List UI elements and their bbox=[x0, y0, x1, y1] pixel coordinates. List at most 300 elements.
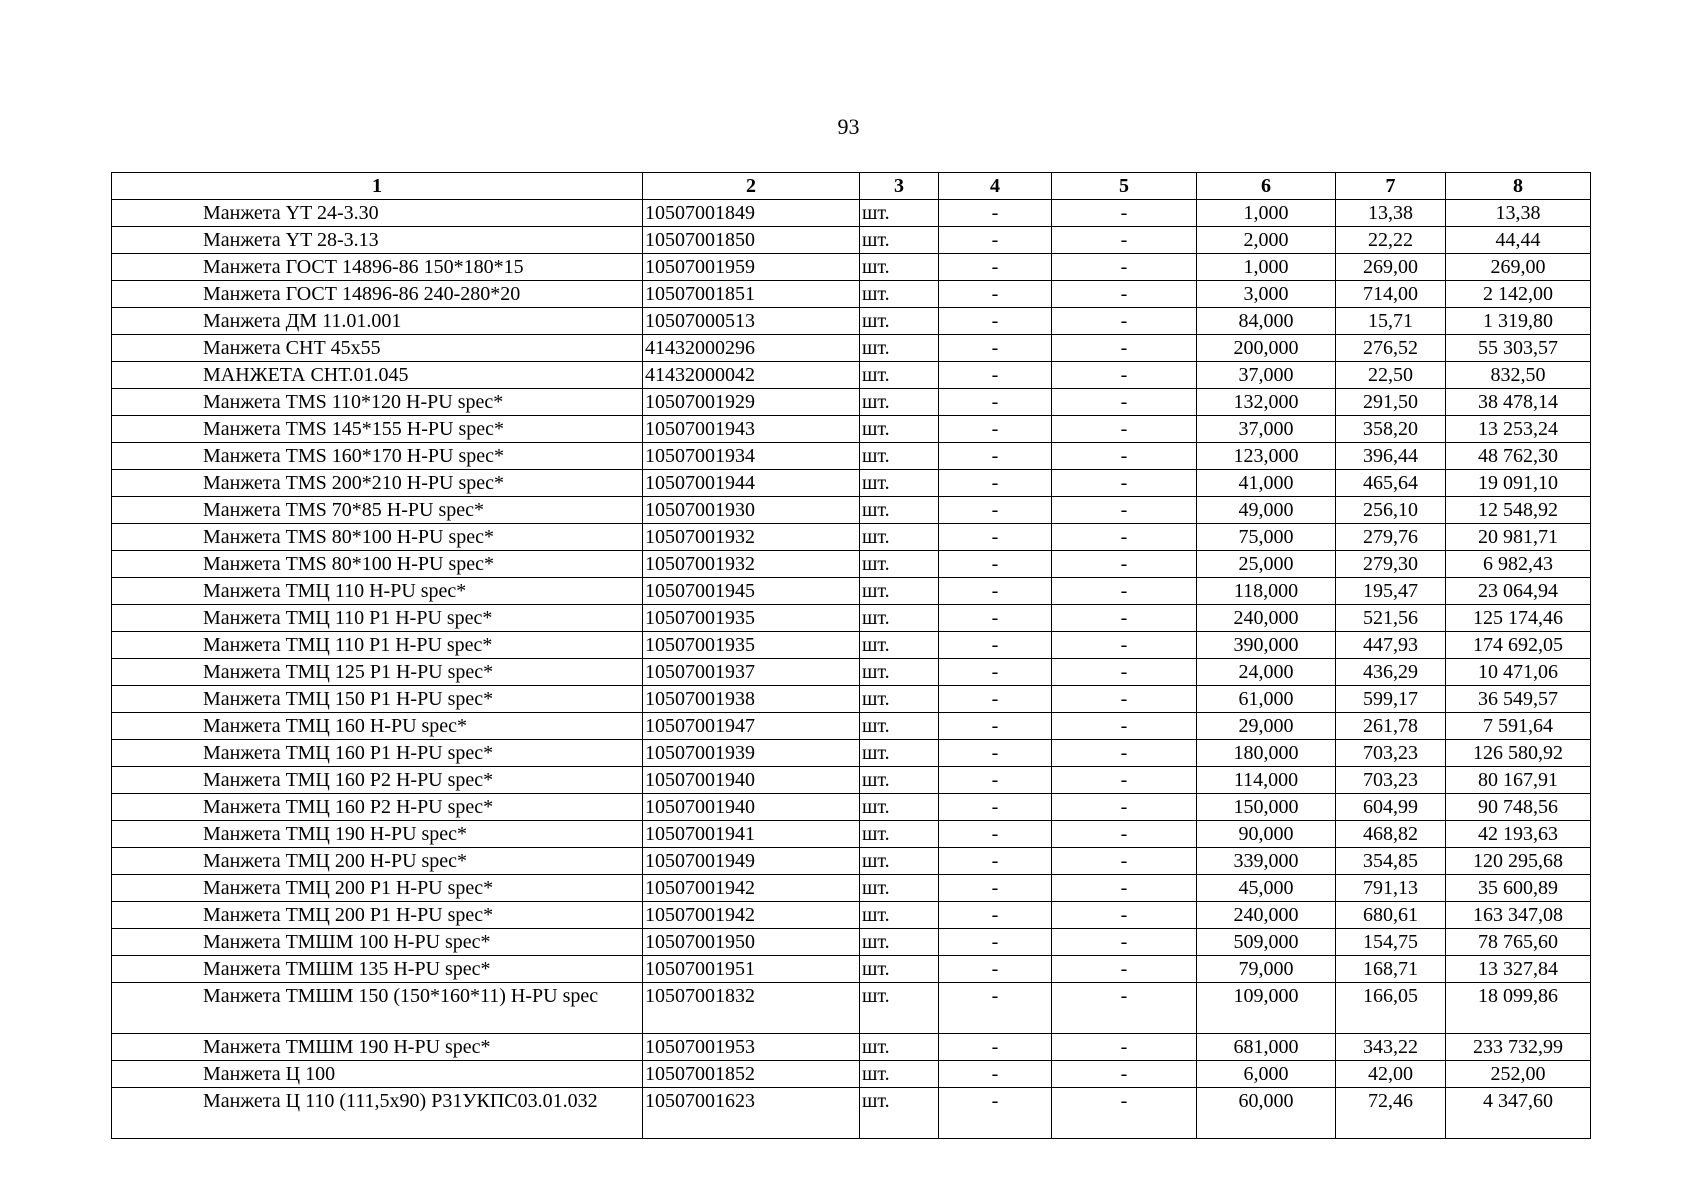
col-sum-cell: 19 091,10 bbox=[1446, 470, 1591, 497]
col-name-cell: Манжета TMS 80*100 H-PU spec* bbox=[112, 551, 643, 578]
col-5-cell: - bbox=[1052, 929, 1197, 956]
col-sum-cell: 23 064,94 bbox=[1446, 578, 1591, 605]
col-unit-cell: шт. bbox=[860, 443, 939, 470]
col-price-cell: 521,56 bbox=[1336, 605, 1446, 632]
col-quantity-cell: 29,000 bbox=[1197, 713, 1336, 740]
table-row bbox=[112, 335, 1591, 362]
table-row bbox=[112, 200, 1591, 227]
column-header-2: 2 bbox=[643, 173, 860, 200]
col-code-cell: 10507001945 bbox=[643, 578, 860, 605]
table-row bbox=[112, 281, 1591, 308]
col-name-cell: Манжета TMS 80*100 H-PU spec* bbox=[112, 524, 643, 551]
table-row bbox=[112, 389, 1591, 416]
col-price-cell: 703,23 bbox=[1336, 767, 1446, 794]
col-sum-cell: 120 295,68 bbox=[1446, 848, 1591, 875]
col-price-cell: 343,22 bbox=[1336, 1034, 1446, 1061]
col-5-cell: - bbox=[1052, 389, 1197, 416]
col-5-cell: - bbox=[1052, 416, 1197, 443]
table-row bbox=[112, 497, 1591, 524]
col-quantity-cell: 90,000 bbox=[1197, 821, 1336, 848]
col-quantity-cell: 61,000 bbox=[1197, 686, 1336, 713]
table-row bbox=[112, 740, 1591, 767]
col-5-cell: - bbox=[1052, 362, 1197, 389]
table-row bbox=[112, 362, 1591, 389]
col-sum-cell: 90 748,56 bbox=[1446, 794, 1591, 821]
col-quantity-cell: 37,000 bbox=[1197, 362, 1336, 389]
col-4-cell: - bbox=[939, 389, 1052, 416]
col-price-cell: 791,13 bbox=[1336, 875, 1446, 902]
col-4-cell: - bbox=[939, 470, 1052, 497]
col-4-cell: - bbox=[939, 578, 1052, 605]
col-name-cell: Манжета ТМЦ 150 Р1 H-PU spec* bbox=[112, 686, 643, 713]
col-price-cell: 154,75 bbox=[1336, 929, 1446, 956]
col-name-cell: Манжета ТМШМ 100 H-PU spec* bbox=[112, 929, 643, 956]
col-code-cell: 10507001938 bbox=[643, 686, 860, 713]
col-quantity-cell: 339,000 bbox=[1197, 848, 1336, 875]
col-4-cell: - bbox=[939, 308, 1052, 335]
col-quantity-cell: 132,000 bbox=[1197, 389, 1336, 416]
col-name-cell: Манжета СНТ 45х55 bbox=[112, 335, 643, 362]
table-row bbox=[112, 659, 1591, 686]
col-quantity-cell: 25,000 bbox=[1197, 551, 1336, 578]
col-4-cell: - bbox=[939, 497, 1052, 524]
col-quantity-cell: 240,000 bbox=[1197, 902, 1336, 929]
col-code-cell: 41432000296 bbox=[643, 335, 860, 362]
col-code-cell: 10507001623 bbox=[643, 1088, 860, 1139]
col-sum-cell: 55 303,57 bbox=[1446, 335, 1591, 362]
col-4-cell: - bbox=[939, 200, 1052, 227]
col-5-cell: - bbox=[1052, 821, 1197, 848]
col-unit-cell: шт. bbox=[860, 848, 939, 875]
col-quantity-cell: 150,000 bbox=[1197, 794, 1336, 821]
col-5-cell: - bbox=[1052, 578, 1197, 605]
col-unit-cell: шт. bbox=[860, 875, 939, 902]
col-price-cell: 279,76 bbox=[1336, 524, 1446, 551]
col-price-cell: 42,00 bbox=[1336, 1061, 1446, 1088]
col-code-cell: 10507001932 bbox=[643, 524, 860, 551]
col-code-cell: 10507001832 bbox=[643, 983, 860, 1034]
col-4-cell: - bbox=[939, 929, 1052, 956]
col-sum-cell: 12 548,92 bbox=[1446, 497, 1591, 524]
col-code-cell: 10507001947 bbox=[643, 713, 860, 740]
col-sum-cell: 38 478,14 bbox=[1446, 389, 1591, 416]
col-name-cell: Манжета TMS 200*210 H-PU spec* bbox=[112, 470, 643, 497]
column-header-6: 6 bbox=[1197, 173, 1336, 200]
col-name-cell: Манжета ТМШМ 190 H-PU spec* bbox=[112, 1034, 643, 1061]
col-quantity-cell: 41,000 bbox=[1197, 470, 1336, 497]
col-price-cell: 599,17 bbox=[1336, 686, 1446, 713]
col-5-cell: - bbox=[1052, 254, 1197, 281]
col-code-cell: 10507001929 bbox=[643, 389, 860, 416]
col-sum-cell: 126 580,92 bbox=[1446, 740, 1591, 767]
col-code-cell: 10507001852 bbox=[643, 1061, 860, 1088]
col-code-cell: 10507000513 bbox=[643, 308, 860, 335]
col-name-cell: Манжета ТМЦ 200 Р1 H-PU spec* bbox=[112, 902, 643, 929]
col-name-cell: Манжета Ц 100 bbox=[112, 1061, 643, 1088]
col-code-cell: 10507001940 bbox=[643, 767, 860, 794]
table-header-row bbox=[112, 173, 1591, 200]
col-price-cell: 604,99 bbox=[1336, 794, 1446, 821]
col-5-cell: - bbox=[1052, 227, 1197, 254]
col-unit-cell: шт. bbox=[860, 686, 939, 713]
table-row bbox=[112, 524, 1591, 551]
col-5-cell: - bbox=[1052, 1034, 1197, 1061]
col-price-cell: 447,93 bbox=[1336, 632, 1446, 659]
col-unit-cell: шт. bbox=[860, 632, 939, 659]
col-name-cell: Манжета YT 24-3.30 bbox=[112, 200, 643, 227]
col-unit-cell: шт. bbox=[860, 983, 939, 1034]
col-code-cell: 10507001949 bbox=[643, 848, 860, 875]
col-quantity-cell: 240,000 bbox=[1197, 605, 1336, 632]
col-price-cell: 276,52 bbox=[1336, 335, 1446, 362]
table-row bbox=[112, 902, 1591, 929]
col-4-cell: - bbox=[939, 767, 1052, 794]
col-5-cell: - bbox=[1052, 686, 1197, 713]
data-table bbox=[111, 172, 1591, 1139]
col-code-cell: 10507001950 bbox=[643, 929, 860, 956]
col-sum-cell: 18 099,86 bbox=[1446, 983, 1591, 1034]
col-quantity-cell: 118,000 bbox=[1197, 578, 1336, 605]
col-unit-cell: шт. bbox=[860, 227, 939, 254]
col-unit-cell: шт. bbox=[860, 740, 939, 767]
col-sum-cell: 269,00 bbox=[1446, 254, 1591, 281]
col-code-cell: 10507001849 bbox=[643, 200, 860, 227]
col-unit-cell: шт. bbox=[860, 713, 939, 740]
column-header-3: 3 bbox=[860, 173, 939, 200]
col-sum-cell: 233 732,99 bbox=[1446, 1034, 1591, 1061]
col-5-cell: - bbox=[1052, 902, 1197, 929]
col-sum-cell: 80 167,91 bbox=[1446, 767, 1591, 794]
col-price-cell: 269,00 bbox=[1336, 254, 1446, 281]
col-quantity-cell: 37,000 bbox=[1197, 416, 1336, 443]
col-5-cell: - bbox=[1052, 1088, 1197, 1139]
col-quantity-cell: 123,000 bbox=[1197, 443, 1336, 470]
col-4-cell: - bbox=[939, 659, 1052, 686]
table-row bbox=[112, 848, 1591, 875]
col-quantity-cell: 1,000 bbox=[1197, 254, 1336, 281]
col-4-cell: - bbox=[939, 335, 1052, 362]
col-price-cell: 680,61 bbox=[1336, 902, 1446, 929]
col-price-cell: 72,46 bbox=[1336, 1088, 1446, 1139]
col-code-cell: 10507001932 bbox=[643, 551, 860, 578]
col-unit-cell: шт. bbox=[860, 254, 939, 281]
col-5-cell: - bbox=[1052, 632, 1197, 659]
col-price-cell: 22,22 bbox=[1336, 227, 1446, 254]
col-4-cell: - bbox=[939, 1088, 1052, 1139]
col-5-cell: - bbox=[1052, 848, 1197, 875]
col-4-cell: - bbox=[939, 524, 1052, 551]
col-price-cell: 291,50 bbox=[1336, 389, 1446, 416]
col-name-cell: Манжета ТМЦ 160 Р1 H-PU spec* bbox=[112, 740, 643, 767]
col-sum-cell: 13 253,24 bbox=[1446, 416, 1591, 443]
col-unit-cell: шт. bbox=[860, 929, 939, 956]
col-sum-cell: 7 591,64 bbox=[1446, 713, 1591, 740]
col-code-cell: 10507001942 bbox=[643, 875, 860, 902]
col-code-cell: 10507001934 bbox=[643, 443, 860, 470]
col-code-cell: 10507001939 bbox=[643, 740, 860, 767]
col-name-cell: Манжета Ц 110 (111,5х90) Р31УКПС03.01.032 bbox=[112, 1088, 643, 1139]
col-5-cell: - bbox=[1052, 713, 1197, 740]
col-unit-cell: шт. bbox=[860, 605, 939, 632]
col-sum-cell: 13,38 bbox=[1446, 200, 1591, 227]
col-sum-cell: 832,50 bbox=[1446, 362, 1591, 389]
col-quantity-cell: 60,000 bbox=[1197, 1088, 1336, 1139]
column-header-5: 5 bbox=[1052, 173, 1197, 200]
table-row bbox=[112, 821, 1591, 848]
col-sum-cell: 78 765,60 bbox=[1446, 929, 1591, 956]
col-4-cell: - bbox=[939, 443, 1052, 470]
col-code-cell: 10507001935 bbox=[643, 632, 860, 659]
col-name-cell: Манжета ТМЦ 160 Р2 H-PU spec* bbox=[112, 767, 643, 794]
col-5-cell: - bbox=[1052, 1061, 1197, 1088]
col-4-cell: - bbox=[939, 956, 1052, 983]
col-code-cell: 10507001941 bbox=[643, 821, 860, 848]
col-quantity-cell: 180,000 bbox=[1197, 740, 1336, 767]
col-name-cell: Манжета ТМЦ 160 H-PU spec* bbox=[112, 713, 643, 740]
col-unit-cell: шт. bbox=[860, 308, 939, 335]
col-unit-cell: шт. bbox=[860, 821, 939, 848]
col-4-cell: - bbox=[939, 686, 1052, 713]
table-row bbox=[112, 1061, 1591, 1088]
col-name-cell: Манжета ТМШМ 135 H-PU spec* bbox=[112, 956, 643, 983]
col-unit-cell: шт. bbox=[860, 497, 939, 524]
col-price-cell: 13,38 bbox=[1336, 200, 1446, 227]
table-row bbox=[112, 632, 1591, 659]
col-price-cell: 195,47 bbox=[1336, 578, 1446, 605]
col-4-cell: - bbox=[939, 875, 1052, 902]
table-row bbox=[112, 605, 1591, 632]
col-5-cell: - bbox=[1052, 443, 1197, 470]
col-quantity-cell: 49,000 bbox=[1197, 497, 1336, 524]
col-name-cell: Манжета TMS 160*170 H-PU spec* bbox=[112, 443, 643, 470]
table-row bbox=[112, 443, 1591, 470]
col-code-cell: 10507001944 bbox=[643, 470, 860, 497]
col-name-cell: Манжета ТМЦ 125 Р1 H-PU spec* bbox=[112, 659, 643, 686]
col-5-cell: - bbox=[1052, 281, 1197, 308]
table-row bbox=[112, 416, 1591, 443]
col-quantity-cell: 84,000 bbox=[1197, 308, 1336, 335]
col-sum-cell: 174 692,05 bbox=[1446, 632, 1591, 659]
col-unit-cell: шт. bbox=[860, 551, 939, 578]
col-unit-cell: шт. bbox=[860, 767, 939, 794]
col-sum-cell: 125 174,46 bbox=[1446, 605, 1591, 632]
col-unit-cell: шт. bbox=[860, 1061, 939, 1088]
col-4-cell: - bbox=[939, 281, 1052, 308]
col-unit-cell: шт. bbox=[860, 470, 939, 497]
column-header-4: 4 bbox=[939, 173, 1052, 200]
col-code-cell: 10507001959 bbox=[643, 254, 860, 281]
col-price-cell: 714,00 bbox=[1336, 281, 1446, 308]
col-code-cell: 10507001951 bbox=[643, 956, 860, 983]
col-4-cell: - bbox=[939, 632, 1052, 659]
table-row bbox=[112, 956, 1591, 983]
col-quantity-cell: 2,000 bbox=[1197, 227, 1336, 254]
col-price-cell: 703,23 bbox=[1336, 740, 1446, 767]
col-price-cell: 279,30 bbox=[1336, 551, 1446, 578]
col-price-cell: 465,64 bbox=[1336, 470, 1446, 497]
col-sum-cell: 10 471,06 bbox=[1446, 659, 1591, 686]
col-sum-cell: 36 549,57 bbox=[1446, 686, 1591, 713]
col-sum-cell: 6 982,43 bbox=[1446, 551, 1591, 578]
col-unit-cell: шт. bbox=[860, 902, 939, 929]
col-unit-cell: шт. bbox=[860, 416, 939, 443]
table-row bbox=[112, 254, 1591, 281]
col-sum-cell: 163 347,08 bbox=[1446, 902, 1591, 929]
col-price-cell: 168,71 bbox=[1336, 956, 1446, 983]
col-sum-cell: 252,00 bbox=[1446, 1061, 1591, 1088]
col-name-cell: Манжета ТМЦ 200 H-PU spec* bbox=[112, 848, 643, 875]
col-name-cell: Манжета ТМЦ 110 H-PU spec* bbox=[112, 578, 643, 605]
col-unit-cell: шт. bbox=[860, 1088, 939, 1139]
col-4-cell: - bbox=[939, 1034, 1052, 1061]
col-4-cell: - bbox=[939, 362, 1052, 389]
col-price-cell: 354,85 bbox=[1336, 848, 1446, 875]
col-4-cell: - bbox=[939, 902, 1052, 929]
col-name-cell: МАНЖЕТА СНТ.01.045 bbox=[112, 362, 643, 389]
col-quantity-cell: 200,000 bbox=[1197, 335, 1336, 362]
col-quantity-cell: 79,000 bbox=[1197, 956, 1336, 983]
col-4-cell: - bbox=[939, 794, 1052, 821]
col-name-cell: Манжета ТМЦ 160 Р2 H-PU spec* bbox=[112, 794, 643, 821]
col-sum-cell: 20 981,71 bbox=[1446, 524, 1591, 551]
col-5-cell: - bbox=[1052, 875, 1197, 902]
column-header-1: 1 bbox=[112, 173, 643, 200]
col-name-cell: Манжета ГОСТ 14896-86 240-280*20 bbox=[112, 281, 643, 308]
col-unit-cell: шт. bbox=[860, 956, 939, 983]
table-row bbox=[112, 470, 1591, 497]
col-code-cell: 10507001940 bbox=[643, 794, 860, 821]
table-row bbox=[112, 713, 1591, 740]
col-price-cell: 166,05 bbox=[1336, 983, 1446, 1034]
table-row bbox=[112, 1034, 1591, 1061]
col-5-cell: - bbox=[1052, 659, 1197, 686]
col-5-cell: - bbox=[1052, 605, 1197, 632]
table-row bbox=[112, 551, 1591, 578]
col-price-cell: 396,44 bbox=[1336, 443, 1446, 470]
col-4-cell: - bbox=[939, 848, 1052, 875]
col-quantity-cell: 1,000 bbox=[1197, 200, 1336, 227]
col-sum-cell: 42 193,63 bbox=[1446, 821, 1591, 848]
col-code-cell: 10507001851 bbox=[643, 281, 860, 308]
col-name-cell: Манжета ТМЦ 110 Р1 H-PU spec* bbox=[112, 632, 643, 659]
col-code-cell: 10507001943 bbox=[643, 416, 860, 443]
col-code-cell: 10507001953 bbox=[643, 1034, 860, 1061]
table-row bbox=[112, 227, 1591, 254]
col-name-cell: Манжета ТМЦ 200 Р1 H-PU spec* bbox=[112, 875, 643, 902]
col-unit-cell: шт. bbox=[860, 794, 939, 821]
col-5-cell: - bbox=[1052, 335, 1197, 362]
col-name-cell: Манжета ТМШМ 150 (150*160*11) H-PU spec bbox=[112, 983, 643, 1034]
col-5-cell: - bbox=[1052, 956, 1197, 983]
col-quantity-cell: 390,000 bbox=[1197, 632, 1336, 659]
col-price-cell: 15,71 bbox=[1336, 308, 1446, 335]
col-unit-cell: шт. bbox=[860, 578, 939, 605]
table-row bbox=[112, 578, 1591, 605]
col-code-cell: 41432000042 bbox=[643, 362, 860, 389]
col-name-cell: Манжета ГОСТ 14896-86 150*180*15 bbox=[112, 254, 643, 281]
col-4-cell: - bbox=[939, 983, 1052, 1034]
col-sum-cell: 13 327,84 bbox=[1446, 956, 1591, 983]
col-code-cell: 10507001850 bbox=[643, 227, 860, 254]
col-5-cell: - bbox=[1052, 524, 1197, 551]
col-quantity-cell: 109,000 bbox=[1197, 983, 1336, 1034]
col-unit-cell: шт. bbox=[860, 389, 939, 416]
col-unit-cell: шт. bbox=[860, 335, 939, 362]
col-4-cell: - bbox=[939, 821, 1052, 848]
col-code-cell: 10507001935 bbox=[643, 605, 860, 632]
col-quantity-cell: 114,000 bbox=[1197, 767, 1336, 794]
col-sum-cell: 1 319,80 bbox=[1446, 308, 1591, 335]
table-row bbox=[112, 929, 1591, 956]
col-4-cell: - bbox=[939, 605, 1052, 632]
column-header-8: 8 bbox=[1446, 173, 1591, 200]
col-quantity-cell: 75,000 bbox=[1197, 524, 1336, 551]
col-unit-cell: шт. bbox=[860, 1034, 939, 1061]
col-name-cell: Манжета TMS 110*120 H-PU spec* bbox=[112, 389, 643, 416]
col-price-cell: 358,20 bbox=[1336, 416, 1446, 443]
col-5-cell: - bbox=[1052, 308, 1197, 335]
col-5-cell: - bbox=[1052, 794, 1197, 821]
page-number: 93 bbox=[837, 114, 860, 139]
col-price-cell: 256,10 bbox=[1336, 497, 1446, 524]
col-name-cell: Манжета ДМ 11.01.001 bbox=[112, 308, 643, 335]
col-unit-cell: шт. bbox=[860, 659, 939, 686]
col-4-cell: - bbox=[939, 551, 1052, 578]
table-row bbox=[112, 767, 1591, 794]
table-row bbox=[112, 686, 1591, 713]
col-4-cell: - bbox=[939, 713, 1052, 740]
col-quantity-cell: 509,000 bbox=[1197, 929, 1336, 956]
col-5-cell: - bbox=[1052, 767, 1197, 794]
col-unit-cell: шт. bbox=[860, 281, 939, 308]
col-5-cell: - bbox=[1052, 983, 1197, 1034]
col-code-cell: 10507001942 bbox=[643, 902, 860, 929]
col-5-cell: - bbox=[1052, 740, 1197, 767]
col-price-cell: 468,82 bbox=[1336, 821, 1446, 848]
col-price-cell: 436,29 bbox=[1336, 659, 1446, 686]
col-name-cell: Манжета ТМЦ 190 H-PU spec* bbox=[112, 821, 643, 848]
table-row bbox=[112, 875, 1591, 902]
col-5-cell: - bbox=[1052, 200, 1197, 227]
col-5-cell: - bbox=[1052, 551, 1197, 578]
col-unit-cell: шт. bbox=[860, 200, 939, 227]
col-4-cell: - bbox=[939, 254, 1052, 281]
table-row bbox=[112, 794, 1591, 821]
col-quantity-cell: 3,000 bbox=[1197, 281, 1336, 308]
table-row bbox=[112, 1088, 1591, 1139]
col-5-cell: - bbox=[1052, 497, 1197, 524]
col-unit-cell: шт. bbox=[860, 524, 939, 551]
table-row bbox=[112, 983, 1591, 1034]
col-sum-cell: 35 600,89 bbox=[1446, 875, 1591, 902]
col-name-cell: Манжета TMS 145*155 H-PU spec* bbox=[112, 416, 643, 443]
col-name-cell: Манжета ТМЦ 110 Р1 H-PU spec* bbox=[112, 605, 643, 632]
col-code-cell: 10507001930 bbox=[643, 497, 860, 524]
col-quantity-cell: 24,000 bbox=[1197, 659, 1336, 686]
col-quantity-cell: 6,000 bbox=[1197, 1061, 1336, 1088]
column-header-7: 7 bbox=[1336, 173, 1446, 200]
col-unit-cell: шт. bbox=[860, 362, 939, 389]
col-4-cell: - bbox=[939, 740, 1052, 767]
col-price-cell: 22,50 bbox=[1336, 362, 1446, 389]
col-name-cell: Манжета TMS 70*85 H-PU spec* bbox=[112, 497, 643, 524]
col-5-cell: - bbox=[1052, 470, 1197, 497]
col-code-cell: 10507001937 bbox=[643, 659, 860, 686]
table-row bbox=[112, 308, 1591, 335]
col-sum-cell: 4 347,60 bbox=[1446, 1088, 1591, 1139]
col-quantity-cell: 681,000 bbox=[1197, 1034, 1336, 1061]
col-4-cell: - bbox=[939, 416, 1052, 443]
